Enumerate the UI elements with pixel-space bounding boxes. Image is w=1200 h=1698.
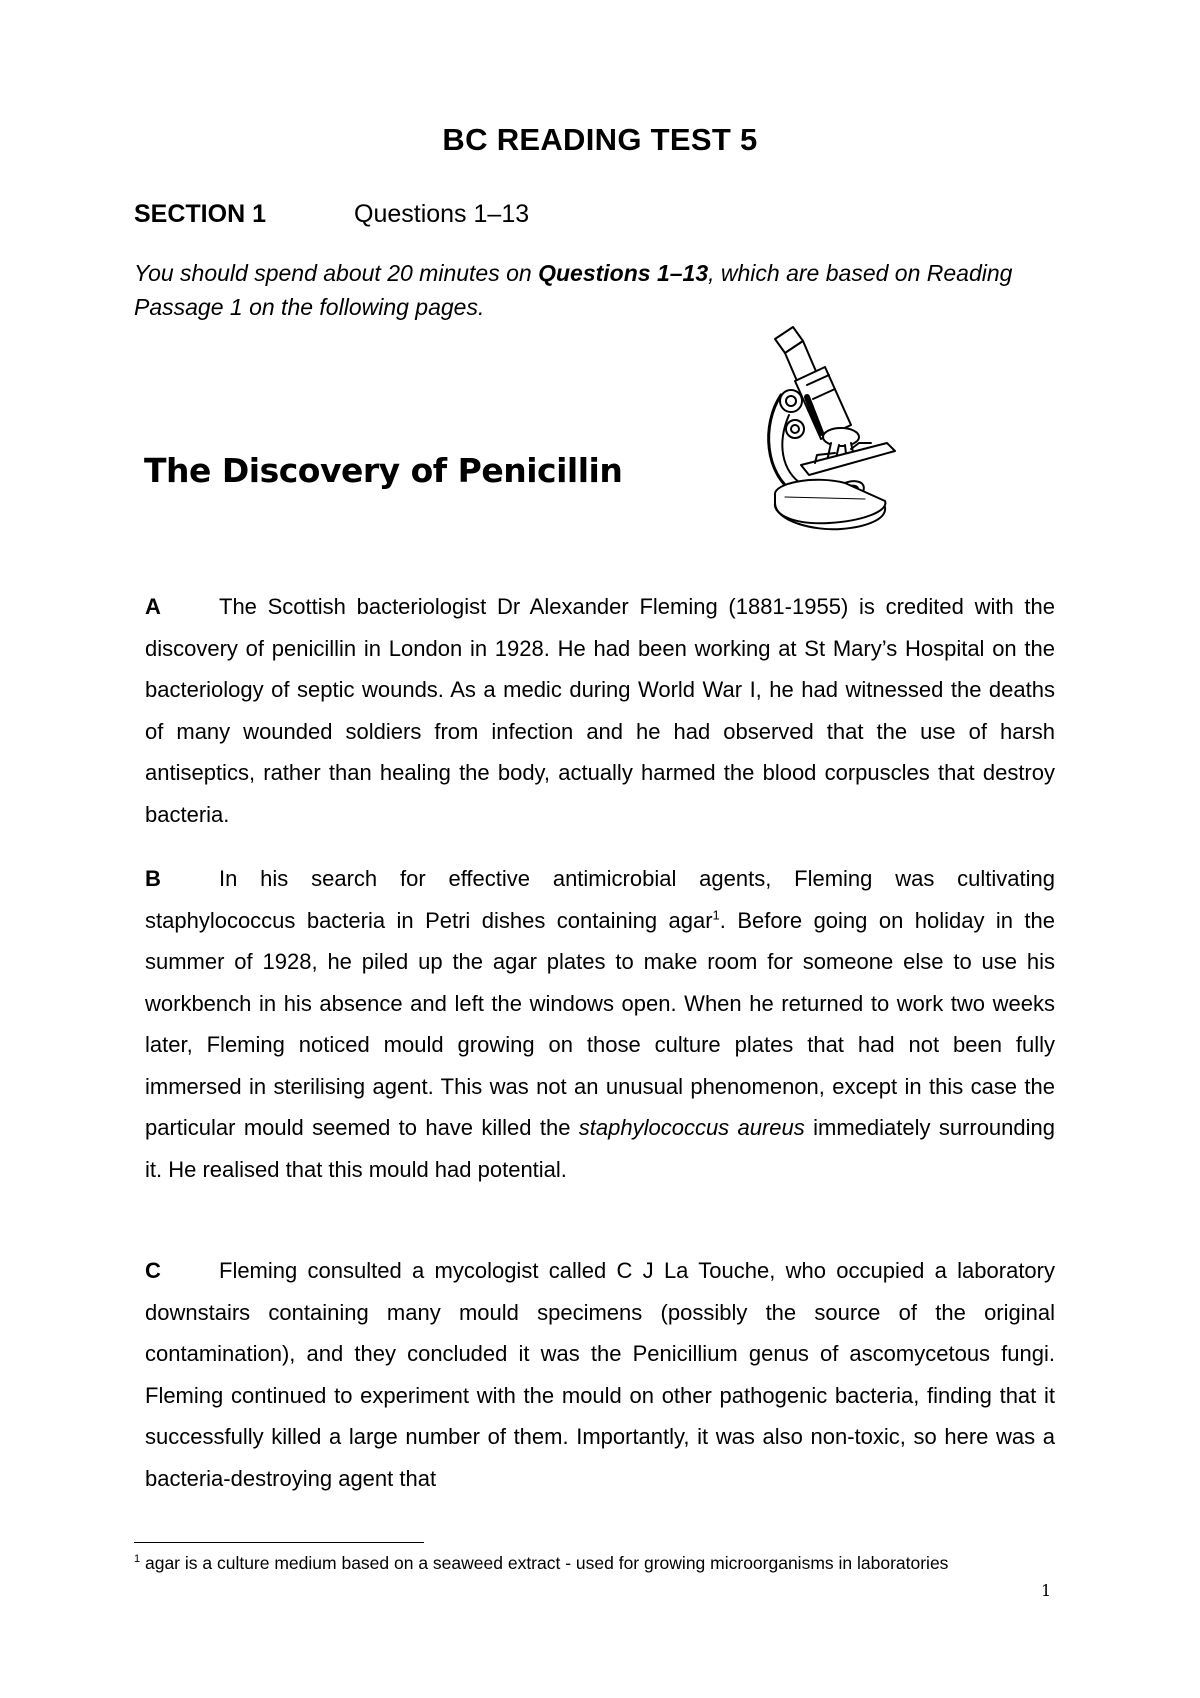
- passage-title: The Discovery of Penicillin: [144, 451, 623, 490]
- footnote-divider: [134, 1542, 424, 1543]
- section-label: SECTION 1: [134, 200, 266, 228]
- paragraph-a: [145, 586, 1055, 835]
- instructions-text-1: You should spend about 20 minutes on: [134, 260, 539, 286]
- section-heading: [134, 200, 529, 229]
- test-title: BC READING TEST 5: [442, 122, 758, 157]
- paragraph-letter: B: [145, 866, 161, 891]
- paragraph-letter: C: [145, 1258, 161, 1283]
- microscope-icon: [755, 325, 905, 535]
- footnote: [134, 1553, 948, 1574]
- paragraph-text: The Scottish bacteriologist Dr Alexander Fleming (1881-1955) is credited with the discovery of penicillin in London in 1928. He had been working at St Mary’s Hospital on the bacteriology of septic wounds. As a medic during World War I, he had witnessed the deaths of many wounded soldiers from infection and he had observed that the use of harsh antiseptics, rather than healing the body, actually harmed the blood corpuscles that destroy bacteria.: [145, 594, 1055, 827]
- paragraph-text: In his search for effective antimicrobial agents, Fleming was cultivating staphylococcus bacteria in Petri dishes containing agar: [145, 866, 1055, 933]
- instructions-bold: Questions 1–13: [538, 260, 709, 286]
- species-name: staphylococcus aureus: [578, 1115, 805, 1140]
- paragraph-letter: A: [145, 594, 161, 619]
- paragraph-text: immediately surrounding it. He realised that this mould had potential.: [145, 1115, 1055, 1182]
- paragraph-c: [145, 1250, 1055, 1499]
- footnote-number: 1: [134, 1553, 141, 1566]
- paragraph-text: Fleming consulted a mycologist called C J La Touche, who occupied a laboratory downstairs containing many mould specimens (possibly the source of the original contamination), and they concluded it was the Penicillium genus of ascomycetous fungi. Fleming continued to experiment with the mould on other pathogenic bacteria, finding that it successfully killed a large number of them. Importantly, it was also non-toxic, so here was a bacteria-destroying agent that: [145, 1258, 1055, 1491]
- paragraph-b: [145, 858, 1055, 1190]
- section-questions: Questions 1–13: [354, 200, 530, 228]
- footnote-text: agar is a culture medium based on a seaweed extract - used for growing microorganisms in laboratories: [140, 1553, 949, 1573]
- footnote-reference: 1: [712, 907, 720, 923]
- instructions: [134, 256, 1064, 324]
- paragraph-text: . Before going on holiday in the summer of 1928, he piled up the agar plates to make room for someone else to use his workbench in his absence and left the windows open. When he returned to work two weeks later, Fleming noticed mould growing on those culture plates that had not been fully immersed in sterilising agent. This was not an unusual phenomenon, except in this case the particular mould seemed to have killed the: [145, 907, 1056, 1140]
- page-number: 1: [1041, 1581, 1052, 1600]
- instructions-text-2: , which are based on Reading Passage 1 on the following pages.: [134, 260, 1013, 320]
